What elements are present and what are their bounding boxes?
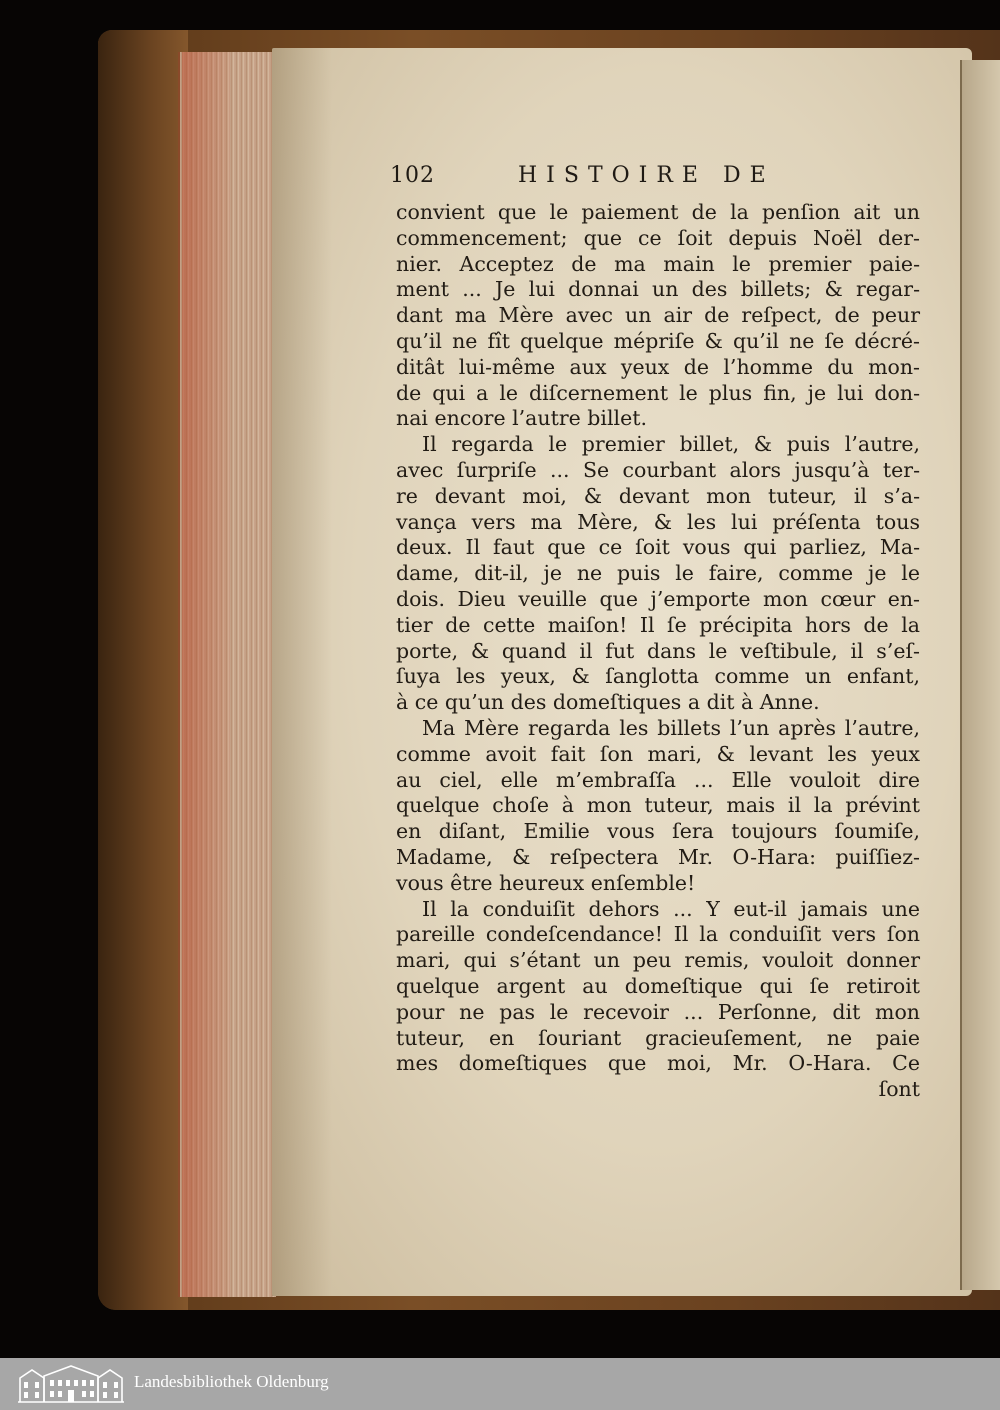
footer-bar (0, 1358, 1000, 1410)
library-name: Landesbibliothek Oldenburg (134, 1372, 329, 1391)
library-building-logo-icon (18, 1364, 124, 1404)
text-line: ditât lui-même aux yeux de l’homme du mon- (396, 354, 920, 379)
text-line: mari, qui s’étant un peu remis, vouloit donner (396, 948, 920, 973)
catchword: ſont (878, 1077, 920, 1102)
text-line: pareille condeſcendance! Il la conduiſit vers ſon (396, 922, 920, 947)
text-line: porte, & quand il fut dans le veſtibule, il s’eſ- (396, 638, 920, 663)
red-page-edge (182, 52, 230, 1297)
body-text (396, 200, 920, 1103)
book-spine-shadow (98, 30, 188, 1310)
running-title: HISTOIRE DE (518, 163, 775, 188)
text-line: quelque choſe à mon tuteur, mais il la prévint (396, 793, 920, 818)
text-line: dant ma Mère avec un air de reſpect, de peur (396, 303, 920, 328)
text-line: deux. Il faut que ce ſoit vous qui parliez, Ma- (396, 535, 920, 560)
running-header (390, 163, 920, 193)
text-line: qu’il ne fît quelque mépriſe & qu’il ne ſe décré- (396, 328, 920, 353)
text-line: convient que le paiement de la penſion ait un (396, 200, 920, 224)
text-line: dois. Dieu veuille que j’emporte mon cœur en- (396, 586, 920, 611)
text-line: Madame, & reſpectera Mr. O-Hara: puiſſiez- (396, 844, 920, 869)
text-line: pour ne pas le recevoir ... Perſonne, dit mon (396, 999, 920, 1024)
text-line: à ce qu’un des domeſtiques a dit à Anne. (396, 690, 820, 715)
text-line: vança vers ma Mère, & les lui préſenta tous (396, 509, 920, 534)
text-line: Il regarda le premier billet, & puis l’autre, (422, 432, 920, 457)
text-line: en diſant, Emilie vous ſera toujours ſoumiſe, (396, 819, 920, 844)
text-line: quelque argent au domeſtique qui ſe retiroit (396, 973, 920, 998)
text-line: Ma Mère regarda les billets l’un après l’autre, (422, 715, 920, 740)
text-line: ſuya les yeux, & ſanglotta comme un enfant, (396, 664, 920, 689)
text-line: de qui a le diſcernement le plus fin, je lui don- (396, 380, 920, 405)
text-line: nier. Acceptez de ma main le premier paie- (396, 251, 920, 276)
facing-page-edge (960, 60, 1000, 1290)
page-number: 102 (390, 163, 435, 188)
text-line: comme avoit fait ſon mari, & levant les yeux (396, 741, 920, 766)
text-line: commencement; que ce ſoit depuis Noël der- (396, 225, 920, 250)
text-line: ment ... Je lui donnai un des billets; & regar- (396, 277, 920, 302)
text-line: vous être heureux enſemble! (396, 870, 696, 895)
text-line: tuteur, en ſouriant gracieuſement, ne paie (396, 1025, 920, 1050)
text-line: dame, dit-il, je ne puis le faire, comme je le (396, 561, 920, 586)
text-line: au ciel, elle m’embraſſa ... Elle vouloit dire (396, 767, 920, 792)
text-line: nai encore l’autre billet. (396, 406, 647, 431)
text-line: avec ſurpriſe ... Se courbant alors jusqu’à ter- (396, 457, 920, 482)
text-line: mes domeſtiques que moi, Mr. O-Hara. Ce (396, 1051, 920, 1076)
page-gutter-shadow (272, 48, 332, 1296)
text-line: Il la conduiſit dehors ... Y eut-il jamais une (422, 896, 920, 921)
text-line: re devant moi, & devant mon tuteur, il s’a- (396, 483, 920, 508)
text-line: tier de cette maiſon! Il ſe précipita hors de la (396, 612, 920, 637)
